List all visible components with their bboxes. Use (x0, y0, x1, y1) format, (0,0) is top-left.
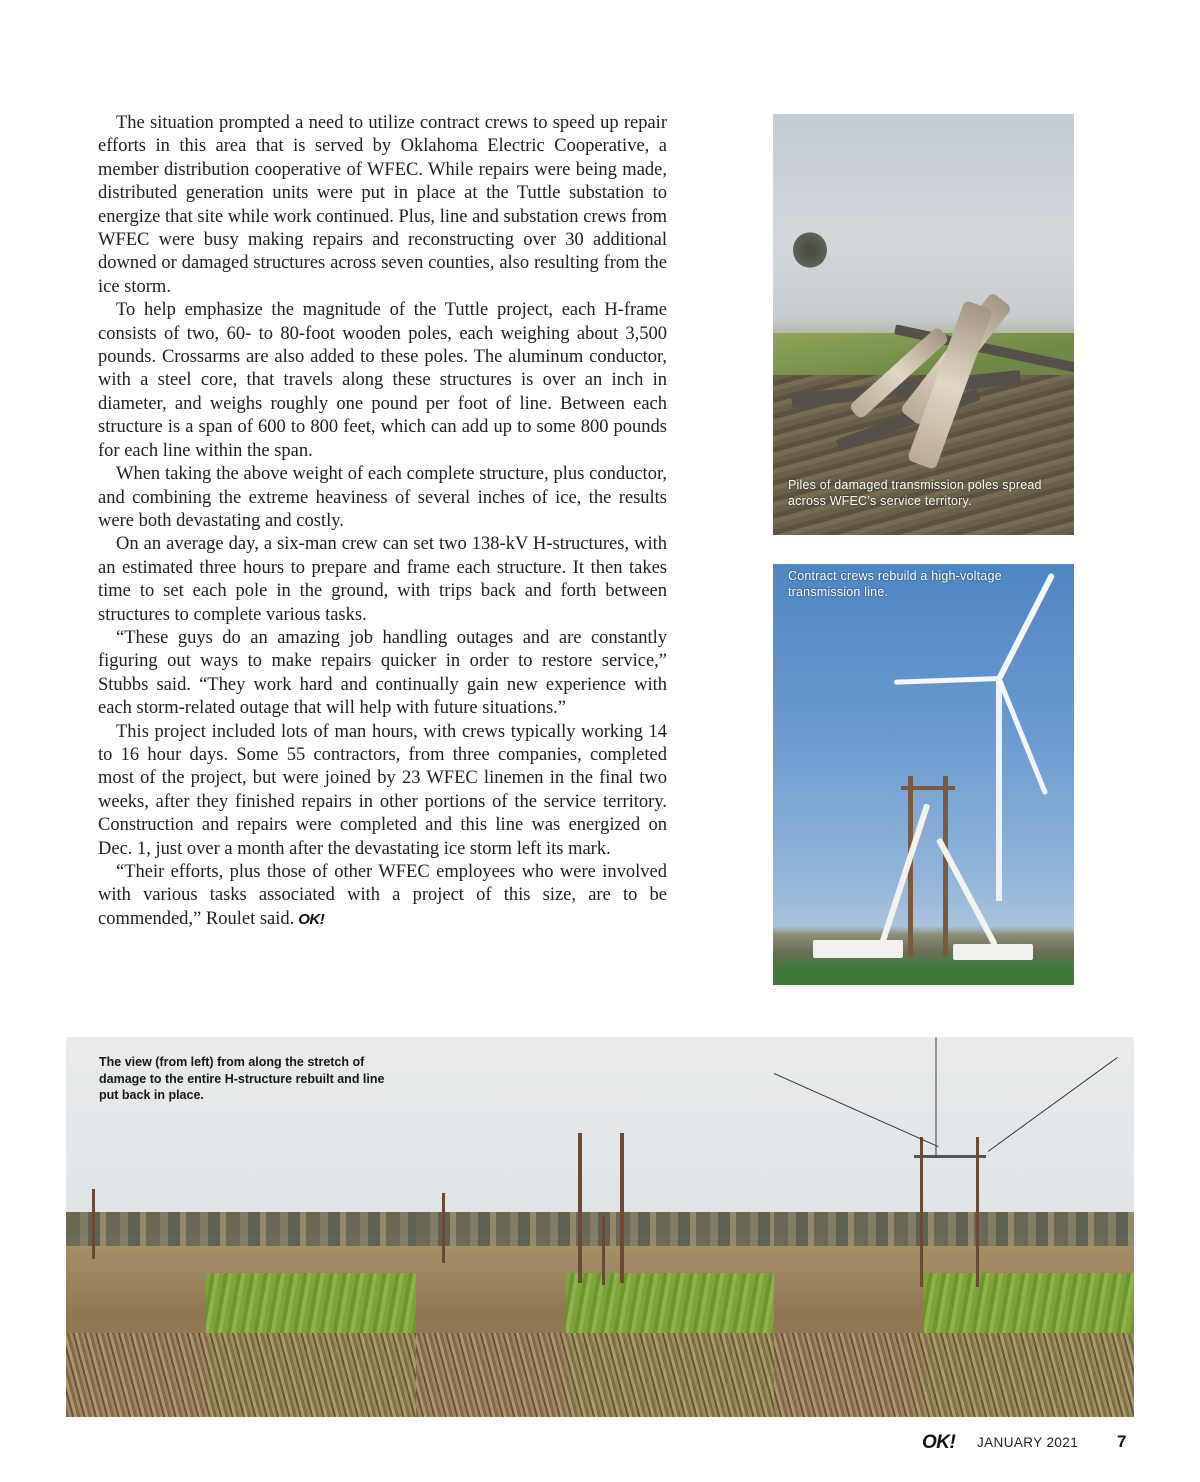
power-line (936, 1038, 937, 1158)
photo-crews-rebuild (773, 564, 1074, 985)
turbine-blade (894, 676, 999, 685)
panel-brush (66, 1333, 416, 1417)
utility-crossarm (901, 786, 955, 790)
article-paragraph-last (98, 861, 667, 931)
photo-caption: Contract crews rebuild a high-voltage transmission line. (788, 569, 1002, 599)
panel-pole (442, 1193, 445, 1263)
turbine-blade (997, 678, 1048, 796)
bucket-truck-boom (878, 803, 930, 948)
h-structure-pole (602, 1215, 605, 1285)
h-structure-crossarm (914, 1155, 986, 1158)
article-paragraph-text: “Their efforts, plus those of other WFEC employees who were involved with various tasks associated with a project of this size, are to be commended,” Roulet said. (98, 862, 667, 929)
bucket-truck (813, 940, 903, 958)
panel-treeline (774, 1212, 1134, 1250)
photo-caption: Piles of damaged transmission poles spread across WFEC’s service territory. (788, 478, 1042, 508)
h-structure-pole (578, 1133, 582, 1283)
article-body (98, 112, 667, 931)
ok-magazine-logo: OK! (922, 1432, 956, 1453)
article-paragraph: This project included lots of man hours, with crews typically working 14 to 16 hour days. Some 55 contractors, from three companies, completed most of the project, but were joined by 23 WFEC linemen in the final two weeks, after they finished repairs in other portions of the service territory. Construction and repairs were completed and this line was energized on Dec. 1, just over a month after the devastating ice storm left its mark. (98, 721, 667, 859)
panel-pole (92, 1189, 95, 1259)
photo-triptych (66, 1037, 1134, 1417)
article-paragraph: The situation prompted a need to utilize contract crews to speed up repair efforts in this area that is served by Oklahoma Electric Cooperative, a member distribution cooperative of WFEC. While repairs were being made, distributed generation units were put in place at the Tuttle substation to energize that site while work continued. Plus, line and substation crews from WFEC were busy making repairs and reconstructing over 30 additional downed or damaged structures across seven counties, also resulting from the ice storm. (98, 113, 667, 297)
article-paragraph: When taking the above weight of each complete structure, plus conductor, and combining the extreme heaviness of several inches of ice, the results were both devastating and costly. (98, 464, 667, 531)
article-paragraph: On an average day, a six-man crew can set two 138-kV H-structures, with an estimated three hours to prepare and frame each structure. It then takes time to set each pole in the ground, with trips back and forth between structures to complete various tasks. (98, 534, 667, 625)
article-paragraph: “These guys do an amazing job handling outages and are constantly figuring out ways to make repairs quicker in order to restore service,” Stubbs said. “They work hard and continually gain new experience with each storm-related outage that will help with future situations.” (98, 627, 667, 719)
panel-brush (416, 1333, 774, 1417)
h-structure-pole (620, 1133, 624, 1283)
h-structure-pole (976, 1137, 979, 1287)
ok-end-mark-logo: OK! (298, 910, 325, 928)
triptych-panel-damage (66, 1037, 416, 1417)
bucket-truck (953, 944, 1033, 960)
utility-pole (943, 776, 948, 956)
triptych-caption: The view (from left) from along the stretch of damage to the entire H-structure rebuilt and line put back in place. (99, 1055, 385, 1102)
panel-sky (416, 1037, 774, 1235)
photo-tree (793, 232, 827, 268)
page-number: 7 (1117, 1432, 1127, 1451)
photo-damaged-poles (773, 114, 1074, 535)
panel-treeline (416, 1212, 774, 1250)
panel-brush (774, 1333, 1134, 1417)
triptych-panel-restored (774, 1037, 1134, 1417)
turbine-tower (996, 679, 1002, 901)
issue-date: JANUARY 2021 (977, 1435, 1079, 1450)
h-structure-pole (920, 1137, 923, 1287)
triptych-panel-rebuild (416, 1037, 774, 1417)
article-paragraph: To help emphasize the magnitude of the Tuttle project, each H-frame consists of two, 60- to 80-foot wooden poles, each weighing about 3,500 pounds. Crossarms are also added to these poles. The aluminum conductor, with a steel core, that travels along these structures is over an inch in diameter, and weighs roughly one pound per foot of line. Between each structure is a span of 600 to 800 feet, which can add up to some 800 pounds for each line within the span. (98, 300, 667, 461)
panel-sky (774, 1037, 1134, 1235)
panel-treeline (66, 1212, 416, 1250)
